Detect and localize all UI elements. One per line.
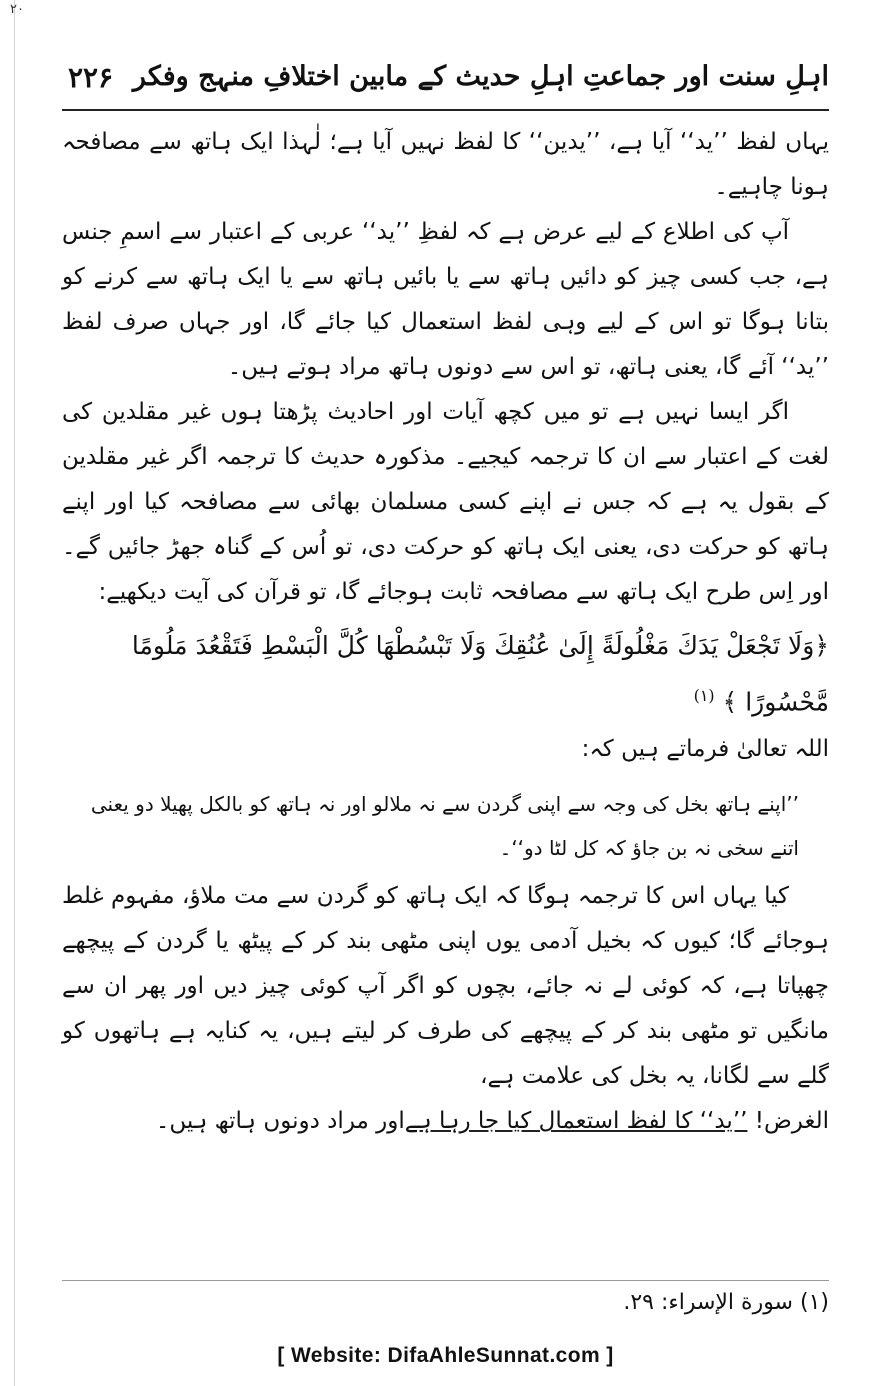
corner-mark: ۲۰ — [10, 2, 24, 17]
allah-says-line: اللہ تعالیٰ فرماتے ہیں کہ: — [581, 736, 829, 763]
header-title: اہلِ سنت اور جماعتِ اہلِ حدیث کے مابین اختلافِ منہج وفکر — [132, 61, 829, 92]
quran-verse-block — [62, 621, 829, 727]
conclusion-line — [62, 1099, 829, 1144]
page-header — [62, 55, 829, 111]
conclusion-end: اور مراد دونوں ہاتھ ہیں۔ — [155, 1108, 405, 1135]
quran-verse: ﴿وَلَا تَجْعَلْ يَدَكَ مَغْلُولَةً إِلَىٰ عُنُقِكَ وَلَا تَبْسُطْهَا كُلَّ الْبَسْطِ فَتَقْعُدَ مَلُومًا مَّحْسُورًا ﴾ — [131, 631, 829, 717]
footnote: (۱) سورة الإسراء: ٢٩. — [623, 1290, 829, 1315]
conclusion-underlined: ’’ید‘‘ کا لفظ استعمال کیا جا رہا ہے — [404, 1108, 748, 1135]
footnote-rule — [62, 1280, 829, 1281]
paragraph: یہاں لفظ ’’ید‘‘ آیا ہے، ’’یدین‘‘ کا لفظ نہیں آیا ہے؛ لٰہذا ایک ہاتھ سے مصافحہ ہونا چاہیے۔ — [62, 129, 829, 200]
page-edge-line — [14, 0, 15, 1386]
page-number: ۲۲۶ — [68, 61, 114, 94]
website-label: [ Website: DifaAhleSunnat.com ] — [277, 1344, 614, 1367]
translation-quote: ’’اپنے ہاتھ بخل کی وجہ سے اپنی گردن سے نہ ملالو اور نہ ہاتھ کو بالکل پھیلا دو یعنی اتنے سخی نہ بن جاؤ کہ کل لٹا دو‘‘۔ — [90, 792, 799, 861]
footnote-reference: (۱) — [693, 686, 715, 705]
paragraph: اگر ایسا نہیں ہے تو میں کچھ آیات اور احادیث پڑھتا ہوں غیر مقلدین کی لغت کے اعتبار سے ان کا ترجمہ کیجیے۔ مذکورہ حدیث کا ترجمہ اگر غیر مقلدین کے بقول یہ ہے کہ جس نے اپنے کسی مسلمان بھائی سے مصافحہ کیا اور اپنے ہاتھ کو حرکت دی، یعنی ایک ہاتھ کو حرکت دی، تو اُس کے گناہ جھڑ جائیں گے۔ اور اِس طرح ایک ہاتھ سے مصافحہ ثابت ہوجائے گا، تو قرآن کی آیت دیکھیے: — [62, 399, 829, 605]
paragraph: آپ کی اطلاع کے لیے عرض ہے کہ لفظِ ’’ید‘‘ عربی کے اعتبار سے اسمِ جنس ہے، جب کسی چیز کو دائیں ہاتھ سے یا بائیں ہاتھ سے یا ایک ہاتھ سے کرنے کو بتانا ہوگا تو اس کے لیے وہی لفظ استعمال کیا جائے گا، اور جہاں صرف لفظ ’’ید‘‘ آئے گا، یعنی ہاتھ، تو اس سے دونوں ہاتھ مراد ہوتے ہیں۔ — [62, 219, 829, 380]
header-rule — [62, 109, 829, 111]
page-body — [62, 120, 829, 1144]
paragraph: کیا یہاں اس کا ترجمہ ہوگا کہ ایک ہاتھ کو گردن سے مت ملاؤ، مفہوم غلط ہوجائے گا؛ کیوں کہ بخیل آدمی یوں اپنی مٹھی بند کر کے پیٹھ یا گردن کے پیچھے چھپاتا ہے، کہ کوئی لے نہ جائے، بچوں کو اگر آپ کوئی چیز دیں اور پھر ان سے مانگیں تو مٹھی بند کر کے پیچھے کی طرف کر لیتے ہیں، یہ کنایہ ہے ہاتھوں کو گلے سے لگانا، یہ بخل کی علامت ہے، — [62, 883, 829, 1090]
conclusion-start: الغرض! — [754, 1108, 829, 1135]
